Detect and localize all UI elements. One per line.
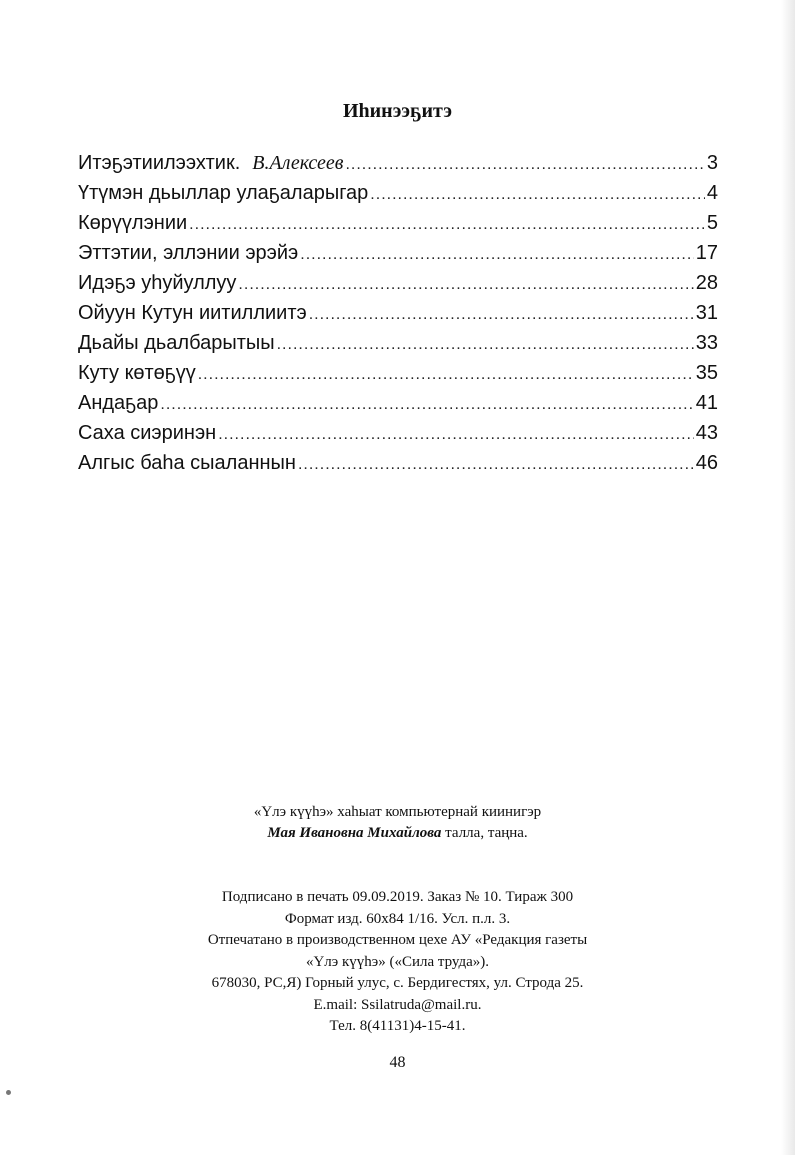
dot-leader [160, 396, 693, 414]
toc-entry-page: 4 [706, 182, 718, 204]
toc-entry [78, 302, 718, 332]
imprint-line: 678030, РС,Я) Горный улус, с. Бердигестях, ул. Строда 25. [211, 975, 584, 991]
imprint-line: Отпечатано в производственном цехе АУ «Редакция газеты [207, 932, 588, 948]
toc-entry-page: 3 [706, 152, 718, 174]
page-number: 48 [389, 1054, 406, 1071]
toc-entry-title: Дьайы дьалбарытыы [78, 332, 275, 354]
credits-line-rest: талла, таңна. [441, 825, 528, 841]
dot-leader [277, 336, 694, 354]
imprint-line: «Үлэ күүһэ» («Сила труда»). [305, 953, 490, 970]
credits-line [0, 823, 795, 844]
toc-entry-title: Итэҕэтиилээхтик. [78, 152, 241, 174]
dot-leader [238, 276, 693, 294]
toc-entry-page: 31 [695, 302, 718, 324]
page-edge-shadow [781, 0, 795, 1155]
imprint-block [0, 887, 795, 1038]
toc-entry [78, 212, 718, 242]
scan-smudge [6, 1090, 11, 1095]
toc-entry-title: Көрүүлэнии [78, 212, 188, 234]
imprint-line: Подписано в печать 09.09.2019. Заказ № 10. Тираж 300 [221, 889, 574, 905]
dot-leader [218, 426, 694, 444]
toc-entry-page: 35 [695, 362, 718, 384]
dot-leader [198, 366, 694, 384]
toc-entry [78, 452, 718, 482]
designer-name: Мая Ивановна Михайлова [267, 825, 442, 841]
toc-entry [78, 332, 718, 362]
dot-leader [300, 246, 694, 264]
contents-heading: Иһинээҕитэ [342, 100, 453, 122]
toc-entry-title: Ойуун Кутун иитиллиитэ [78, 302, 307, 324]
dot-leader [309, 306, 694, 324]
toc-entry-page: 17 [695, 242, 718, 264]
imprint-line: Формат изд. 60x84 1/16. Усл. п.л. 3. [284, 910, 511, 927]
toc-entry-page: 33 [695, 332, 718, 354]
toc-entry-title: Андаҕар [78, 392, 159, 414]
table-of-contents [78, 152, 718, 482]
layout-credits [0, 802, 795, 844]
toc-entry-title: Идэҕэ уһуйуллуу [78, 272, 237, 294]
toc-entry-author: В.Алексеев [252, 152, 344, 174]
toc-entry-title: Эттэтии, эллэнии эрэйэ [78, 242, 299, 264]
imprint-line: Тел. 8(41131)4-15-41. [329, 1018, 466, 1034]
toc-entry-page: 5 [706, 212, 718, 234]
toc-entry [78, 422, 718, 452]
toc-entry-title: Алгыс баһа сыаланнын [78, 452, 296, 474]
toc-entry [78, 152, 718, 182]
credits-line: «Үлэ күүһэ» хаһыат компьютернай киинигэр [253, 804, 542, 820]
toc-entry [78, 242, 718, 272]
dot-leader [370, 186, 705, 204]
toc-entry-page: 28 [695, 272, 718, 294]
dot-leader [189, 216, 705, 234]
dot-leader [345, 156, 704, 174]
toc-entry [78, 392, 718, 422]
toc-entry [78, 362, 718, 392]
toc-entry-title: Куту көтөҕүү [78, 362, 196, 384]
toc-entry-page: 41 [695, 392, 718, 414]
toc-entry-title: Үтүмэн дьыллар улаҕаларыгар [78, 182, 369, 204]
dot-leader [298, 456, 694, 474]
imprint-line: E.mail: Ssilatruda@mail.ru. [313, 996, 482, 1013]
toc-entry-page: 46 [695, 452, 718, 474]
toc-entry-page: 43 [695, 422, 718, 444]
toc-entry [78, 272, 718, 302]
toc-entry-title: Саха сиэринэн [78, 422, 217, 444]
toc-entry [78, 182, 718, 212]
